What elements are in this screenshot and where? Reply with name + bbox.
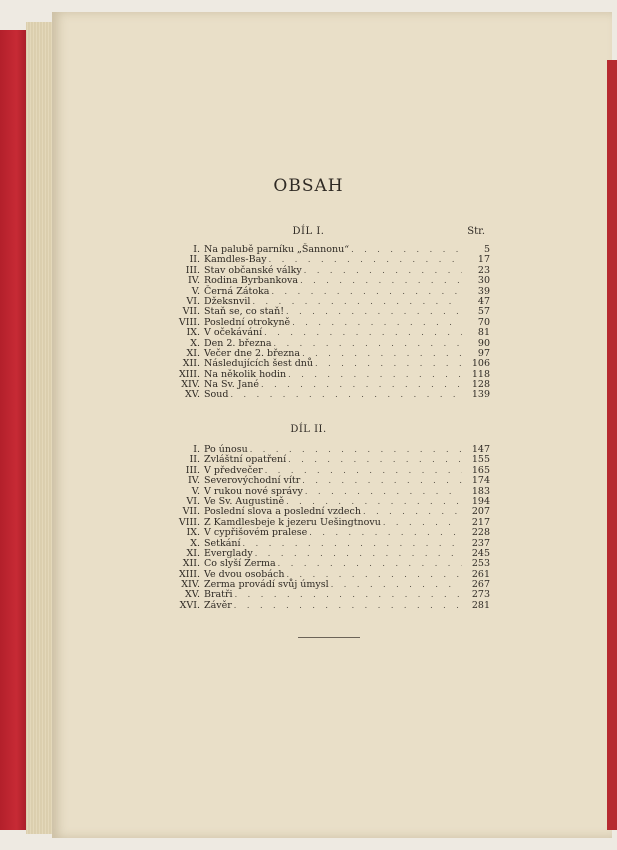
chapter-title: Stav občanské války <box>204 264 302 276</box>
toc-part-2 <box>140 445 490 611</box>
chapter-number: III. <box>185 464 200 476</box>
page-number: 237 <box>471 537 490 549</box>
chapter-number: V. <box>191 285 200 297</box>
page-number: 281 <box>471 599 490 611</box>
dot-leader <box>351 245 462 255</box>
page-number: 81 <box>477 327 490 339</box>
chapter-title: Poslední otrokyně <box>204 316 291 328</box>
chapter-number: IV. <box>188 275 200 287</box>
chapter-number: VII. <box>182 506 200 518</box>
chapter-title: Setkání <box>204 537 241 549</box>
chapter-title: Staň se, co staň! <box>204 306 285 318</box>
chapter-title: Závěr <box>204 599 232 611</box>
dot-leader <box>288 370 462 380</box>
toc-entry <box>140 476 490 486</box>
page-number: 139 <box>471 389 490 401</box>
chapter-title: V předvečer <box>204 464 263 476</box>
chapter-number: XV. <box>185 389 200 401</box>
chapter-title: Večer dne 2. března <box>204 347 301 359</box>
chapter-number: VI. <box>186 495 200 507</box>
chapter-number: IX. <box>186 327 200 339</box>
chapter-title: Bratři <box>204 589 233 601</box>
toc-part-1 <box>140 245 490 401</box>
page-number: 70 <box>477 316 490 328</box>
chapter-number: IX. <box>186 527 200 539</box>
chapter-title: V cypřišovém pralese <box>204 527 308 539</box>
page-number: 147 <box>471 444 490 455</box>
chapter-number: I. <box>193 444 200 455</box>
dot-leader <box>292 318 462 328</box>
page-number: 106 <box>471 358 490 370</box>
chapter-number: XV. <box>185 589 200 601</box>
chapter-number: XIII. <box>178 368 200 380</box>
part-2-heading: DÍL II. <box>290 424 327 435</box>
dot-leader <box>261 380 462 390</box>
chapter-number: XIV. <box>181 379 200 391</box>
chapter-number: XII. <box>182 558 200 570</box>
toc-entry <box>140 390 490 400</box>
chapter-title: Zerma provádí svůj úmysl <box>204 579 329 591</box>
dot-leader <box>331 580 462 590</box>
chapter-number: XIII. <box>178 568 200 580</box>
chapter-number: XI. <box>186 547 200 559</box>
chapter-title: Zvláštní opatření <box>204 454 287 466</box>
chapter-title: Na palubě parníku „Šannonu“ <box>204 244 350 255</box>
chapter-title: Z Kamdlesbeje k jezeru Uešingtnovu <box>204 516 381 528</box>
closing-rule <box>298 637 360 638</box>
chapter-number: III. <box>185 264 200 276</box>
dot-leader <box>305 487 462 497</box>
dot-leader <box>304 266 462 276</box>
chapter-title: Ve Sv. Augustině <box>204 495 285 507</box>
chapter-title: Džeksnvil <box>204 295 251 307</box>
chapter-title: Kamdles-Bay <box>204 254 267 266</box>
page-title: OBSAH <box>273 176 344 196</box>
dot-leader <box>230 390 462 400</box>
chapter-title: Následujících šest dnů <box>204 358 314 370</box>
page-number: 245 <box>471 547 490 559</box>
chapter-title: Severovýchodní vítr <box>204 475 301 487</box>
page-number: 183 <box>471 485 490 497</box>
page-column-label: Str. <box>467 226 485 237</box>
dot-leader <box>309 528 462 538</box>
chapter-title: V rukou nové správy <box>204 485 303 497</box>
page-number: 267 <box>471 579 490 591</box>
page-number: 261 <box>471 568 490 580</box>
dot-leader <box>286 307 462 317</box>
chapter-number: VI. <box>186 295 200 307</box>
chapter-number: II. <box>189 454 200 466</box>
page-number: 118 <box>471 368 490 380</box>
chapter-title: Rodina Byrbankova <box>204 275 299 287</box>
page-number: 23 <box>477 264 490 276</box>
page-number: 273 <box>471 589 490 601</box>
chapter-number: VIII. <box>178 516 200 528</box>
dot-leader <box>235 590 462 600</box>
page-number: 30 <box>477 275 490 287</box>
dot-leader <box>255 549 462 559</box>
chapter-number: XII. <box>182 358 200 370</box>
chapter-number: I. <box>193 244 200 255</box>
chapter-number: VIII. <box>178 316 200 328</box>
chapter-title: Černá Zátoka <box>204 285 270 297</box>
dot-leader <box>264 328 462 338</box>
chapter-number: IV. <box>188 475 200 487</box>
part-1-heading: DÍL I. <box>292 226 325 237</box>
chapter-number: XVI. <box>179 599 200 611</box>
chapter-title: Na Sv. Jané <box>204 379 259 391</box>
chapter-title: Na několik hodin <box>204 368 287 380</box>
chapter-number: X. <box>190 337 200 349</box>
page-number: 165 <box>471 464 490 476</box>
dot-leader <box>274 339 463 349</box>
page-number: 253 <box>471 558 490 570</box>
page-number: 128 <box>471 379 490 391</box>
page-number: 5 <box>483 244 490 255</box>
page-number: 97 <box>477 347 490 359</box>
toc-entry <box>140 328 490 338</box>
dot-leader <box>383 518 462 528</box>
page-number: 39 <box>477 285 490 297</box>
page-number: 47 <box>477 295 490 307</box>
dot-leader <box>288 455 462 465</box>
dot-leader <box>300 276 462 286</box>
chapter-title: Ve dvou osobách <box>204 568 285 580</box>
dot-leader <box>302 476 462 486</box>
dot-leader <box>234 601 462 611</box>
chapter-number: XIV. <box>181 579 200 591</box>
dot-leader <box>271 287 462 297</box>
chapter-number: VII. <box>182 306 200 318</box>
chapter-title: Den 2. března <box>204 337 272 349</box>
page-number: 90 <box>477 337 490 349</box>
dot-leader <box>278 559 462 569</box>
toc-entry <box>140 601 490 611</box>
page-number: 155 <box>471 454 490 466</box>
chapter-number: II. <box>189 254 200 266</box>
chapter-title: Co slyší Zerma <box>204 558 276 570</box>
page-number: 57 <box>477 306 490 318</box>
page-number: 228 <box>471 527 490 539</box>
chapter-title: Poslední slova a poslední vzdech <box>204 506 361 518</box>
chapter-number: V. <box>191 485 200 497</box>
page-number: 17 <box>477 254 490 266</box>
toc-entry <box>140 276 490 286</box>
page-number: 194 <box>471 495 490 507</box>
chapter-title: Soud <box>204 389 229 401</box>
dot-leader <box>243 539 462 549</box>
chapter-title: Everglady <box>204 547 253 559</box>
dot-leader <box>302 349 462 359</box>
toc-entry <box>140 528 490 538</box>
page-number: 207 <box>471 506 490 518</box>
chapter-number: X. <box>190 537 200 549</box>
chapter-number: XI. <box>186 347 200 359</box>
page-number: 217 <box>471 516 490 528</box>
chapter-title: V očekávání <box>204 327 263 339</box>
chapter-title: Po únosu <box>204 444 248 455</box>
dot-leader <box>315 359 462 369</box>
page-number: 174 <box>471 475 490 487</box>
